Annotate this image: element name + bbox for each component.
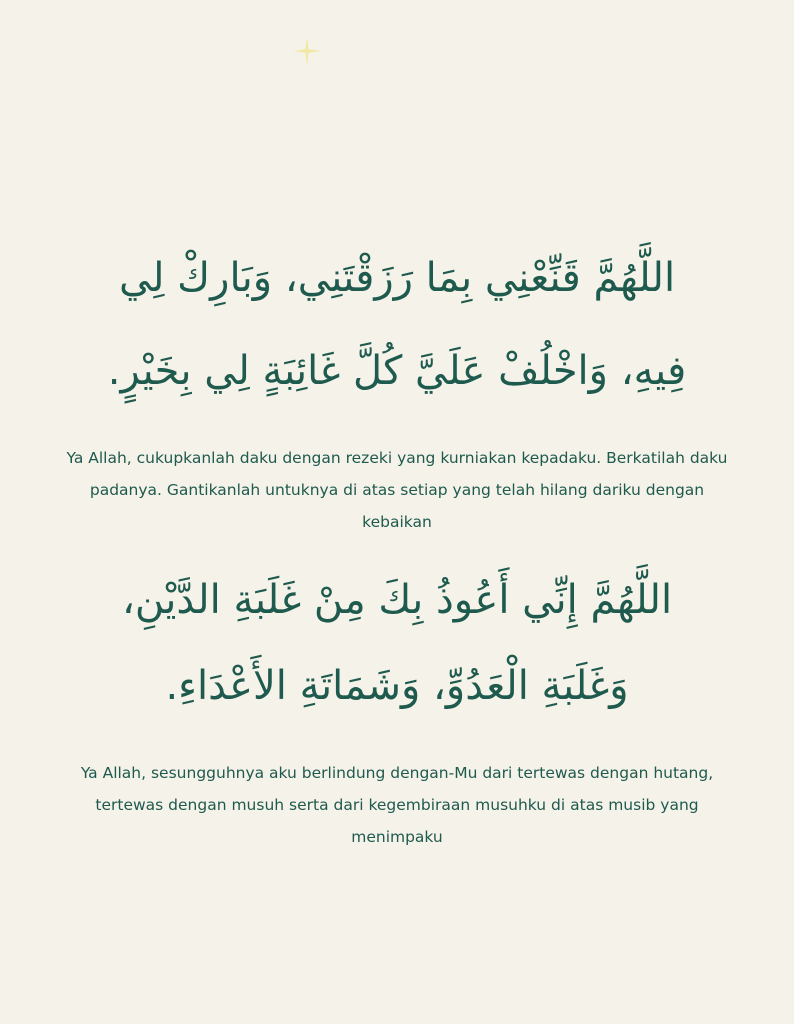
prayer-1-translation: Ya Allah, cukupkanlah daku dengan rezeki yang kurniakan kepadaku. Berkatilah daku padanya. Gantikanlah untuknya di atas setiap yang telah hilang dariku dengan kebaikan [66,449,728,531]
prayer-1-arabic-line-1: اللَّهُمَّ قَنِّعْنِي بِمَا رَزَقْتَنِي، وَبَارِكْ لِي [118,255,676,301]
sparkle-icon [292,36,322,66]
prayer-1-arabic-line-2: فِيهِ، وَاخْلُفْ عَلَيَّ كُلَّ غَائِبَةٍ لِي بِخَيْرٍ. [107,348,687,394]
prayer-2-arabic-line-2: وَغَلَبَةِ الْعَدُوِّ، وَشَمَاتَةِ الأَعْدَاءِ. [165,663,629,709]
prayer-2-translation: Ya Allah, sesungguhnya aku berlindung dengan-Mu dari tertewas dengan hutang, tertewas dengan musuh serta dari kegembiraan musuhku di atas musib yang menimpaku [80,764,714,846]
prayer-2-arabic-line-1: اللَّهُمَّ إِنِّي أَعُوذُ بِكَ مِنْ غَلَبَةِ الدَّيْنِ، [121,577,673,623]
